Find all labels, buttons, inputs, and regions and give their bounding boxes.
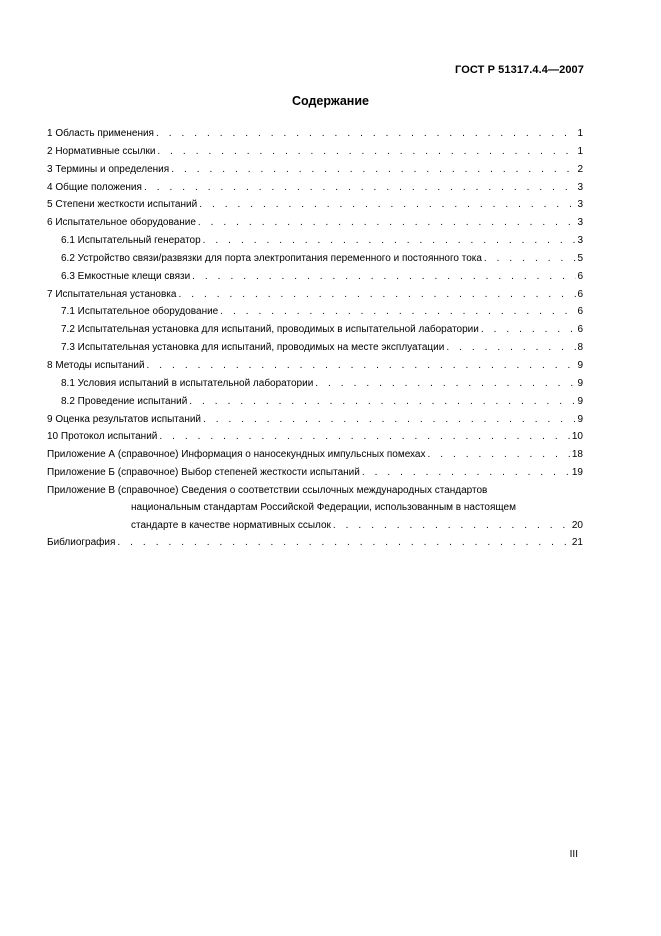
toc-entry-label: 8.1 Условия испытаний в испытательной лаборатории [61, 377, 314, 389]
toc-page-number: 6 [577, 288, 583, 300]
toc-entry-label: 6.2 Устройство связи/развязки для порта электропитания переменного и постоянного тока [61, 252, 482, 264]
dot-leader [484, 250, 577, 268]
toc-entry-label: 9 Оценка результатов испытаний [47, 413, 202, 425]
toc-entry[interactable] [47, 161, 583, 179]
toc-entry-label: 8.2 Проведение испытаний [61, 395, 188, 407]
toc-entry-label: 3 Термины и определения [47, 163, 170, 175]
standard-designation: ГОСТ Р 51317.4.4—2007 [455, 64, 584, 76]
toc-page-number: 3 [577, 199, 583, 211]
toc-entry[interactable] [47, 375, 583, 393]
dot-leader [189, 393, 576, 411]
toc-entry-bibliography[interactable] [47, 534, 583, 552]
dot-leader [481, 321, 577, 339]
toc-page-number: 1 [577, 145, 583, 157]
toc-entry-label: 1 Область применения [47, 128, 154, 139]
toc-entry[interactable] [47, 125, 583, 143]
dot-leader [203, 411, 576, 429]
toc-entry[interactable] [47, 179, 583, 197]
dot-leader [315, 375, 576, 393]
dot-leader [156, 125, 576, 143]
toc-entry-label: 7.1 Испытательное оборудование [61, 306, 219, 318]
toc-entry[interactable] [47, 446, 583, 464]
toc-entry[interactable] [47, 143, 583, 161]
table-of-contents [47, 125, 583, 552]
toc-entry-label: 4 Общие положения [47, 181, 142, 193]
toc-entry[interactable] [47, 464, 583, 482]
toc-page-number: 20 [571, 519, 583, 531]
toc-entry[interactable] [47, 303, 583, 321]
toc-entry[interactable] [47, 250, 583, 268]
toc-entry[interactable] [47, 321, 583, 339]
toc-page-number: 1 [577, 128, 583, 139]
toc-entry-label: 6.3 Емкостные клещи связи [61, 270, 191, 282]
dot-leader [362, 464, 571, 482]
toc-entry[interactable] [47, 393, 583, 411]
toc-entry[interactable] [47, 411, 583, 429]
toc-page-number: 6 [577, 270, 583, 282]
toc-page-number: 9 [577, 359, 583, 371]
toc-page-number: 21 [571, 537, 583, 549]
toc-entry-label: 2 Нормативные ссылки [47, 145, 156, 157]
toc-entry[interactable] [47, 339, 583, 357]
toc-entry-label: 8 Методы испытаний [47, 359, 145, 371]
toc-entry-label: Приложение В (справочное) Сведения о соответствии ссылочных международных стандартов [47, 484, 488, 496]
page-title: Содержание [291, 94, 369, 108]
toc-entry[interactable] [47, 232, 583, 250]
toc-entry-label: стандарте в качестве нормативных ссылок [131, 519, 331, 531]
toc-page-number: 9 [577, 413, 583, 425]
toc-page-number: 2 [577, 163, 583, 175]
toc-entry-label: 7.3 Испытательная установка для испытаний, проводимых на месте эксплуатации [61, 342, 445, 354]
toc-entry-label: Библиография [47, 537, 116, 549]
toc-page-number: 18 [571, 449, 583, 461]
toc-page-number: 5 [577, 252, 583, 264]
toc-entry-label: 6.1 Испытательный генератор [61, 235, 201, 247]
toc-entry-label: 7.2 Испытательная установка для испытаний, проводимых в испытательной лаборатории [61, 324, 479, 336]
toc-entry[interactable] [47, 286, 583, 304]
toc-page-number: 6 [577, 306, 583, 318]
toc-entry[interactable] [47, 357, 583, 375]
toc-entry[interactable] [47, 214, 583, 232]
dot-leader [171, 161, 576, 179]
dot-leader [157, 143, 576, 161]
dot-leader [220, 303, 576, 321]
dot-leader [117, 534, 570, 552]
toc-page-number: 3 [577, 217, 583, 229]
toc-entry-appendix-v[interactable] [47, 482, 583, 535]
toc-entry[interactable] [47, 268, 583, 286]
dot-leader [199, 196, 576, 214]
toc-page-number: 3 [577, 235, 583, 247]
dot-leader [446, 339, 576, 357]
toc-entry[interactable] [47, 428, 583, 446]
dot-leader [178, 286, 576, 304]
toc-entry-label: Приложение Б (справочное) Выбор степеней жесткости испытаний [47, 467, 360, 479]
page-number: III [569, 849, 578, 860]
dot-leader [333, 517, 571, 535]
dot-leader [198, 214, 577, 232]
toc-page-number: 9 [577, 377, 583, 389]
toc-entry[interactable] [47, 196, 583, 214]
toc-entry-label: 5 Степени жесткости испытаний [47, 199, 198, 211]
toc-entry-label: национальным стандартам Российской Федерации, использованным в настоящем [131, 502, 516, 514]
toc-page-number: 10 [571, 431, 583, 443]
toc-page-number: 6 [577, 324, 583, 336]
toc-entry-label: 10 Протокол испытаний [47, 431, 158, 443]
toc-entry-label: 7 Испытательная установка [47, 288, 177, 300]
toc-entry-label: 6 Испытательное оборудование [47, 217, 196, 229]
dot-leader [203, 232, 577, 250]
toc-entry-label: Приложение А (справочное) Информация о наносекундных импульсных помехах [47, 449, 426, 461]
toc-page-number: 9 [577, 395, 583, 407]
dot-leader [159, 428, 570, 446]
toc-page-number: 8 [577, 342, 583, 354]
dot-leader [144, 179, 577, 197]
dot-leader [428, 446, 571, 464]
toc-page-number: 3 [577, 181, 583, 193]
toc-page-number: 19 [571, 467, 583, 479]
dot-leader [192, 268, 576, 286]
dot-leader [147, 357, 577, 375]
